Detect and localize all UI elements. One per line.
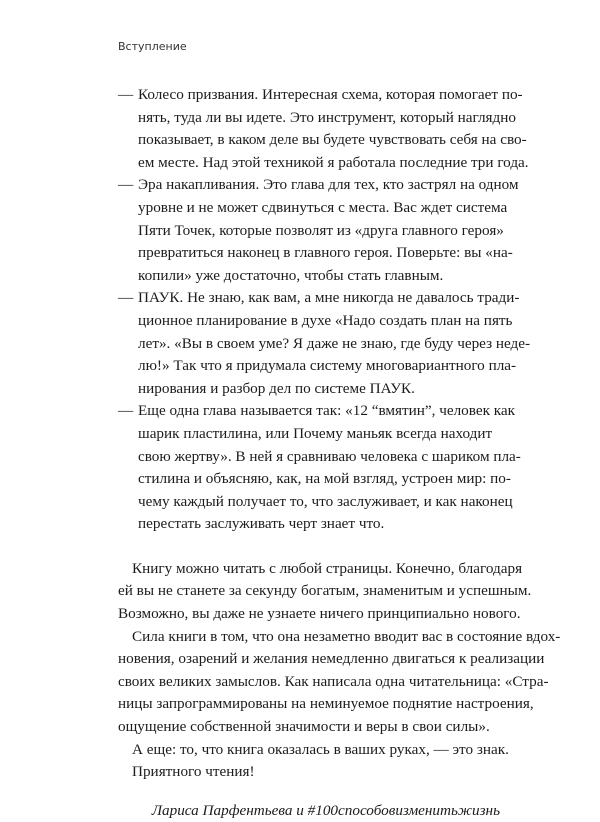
list-item	[118, 400, 521, 536]
text-line	[118, 242, 513, 265]
list-item	[118, 287, 531, 400]
line-text: лет». «Вы в своем уме? Я даже не знаю, где буду через неде-	[138, 334, 531, 352]
text-line	[118, 129, 527, 152]
paragraph	[118, 558, 532, 626]
list-dash: —	[118, 289, 134, 307]
line-text: Пяти Точек, которые позволят из «друга главного героя»	[138, 221, 504, 239]
line-text: превратиться наконец в главного героя. Поверьте: вы «на-	[138, 244, 513, 262]
text-line	[118, 174, 519, 197]
list-item	[118, 84, 529, 174]
text-line	[118, 220, 504, 243]
line-text: стилина и объясняю, как, на мой взгляд, устроен мир: по-	[138, 470, 511, 488]
text-line	[118, 197, 508, 220]
text-line	[118, 333, 531, 356]
list-dash: —	[118, 176, 134, 194]
text-line: своих великих замыслов. Как написала одна читательница: «Стра-	[118, 672, 549, 690]
section-gap	[118, 536, 500, 558]
line-text: Еще одна глава называется так: «12 “вмятин”, человек как	[138, 402, 516, 420]
text-line	[118, 287, 520, 310]
chapter-list	[118, 84, 531, 536]
line-text: свою жертву». В ней я сравниваю человека с шариком пла-	[138, 447, 521, 465]
text-line	[118, 84, 523, 107]
text-line: А еще: то, что книга оказалась в ваших руках, — это знак.	[132, 740, 509, 758]
signature: Лариса Парфентьева и #100способовизменитьжизнь	[151, 801, 500, 819]
text-line	[118, 355, 517, 378]
page-text	[118, 84, 561, 822]
line-text: нирования и разбор дел по системе ПАУК.	[138, 379, 415, 397]
text-line	[118, 446, 521, 469]
text-line: Приятного чтения!	[132, 763, 255, 781]
text-line	[118, 152, 529, 175]
line-text: уровне и не может сдвинуться с места. Вас ждет система	[138, 198, 508, 216]
line-text: ционное планирование в духе «Надо создать план на пять	[138, 311, 513, 329]
line-text: показывает, в каком деле вы будете чувствовать себя на сво-	[138, 131, 527, 149]
line-text: чему каждый получает то, что заслуживает, и как наконец	[138, 492, 513, 510]
line-text: Колесо призвания. Интересная схема, которая помогает по-	[138, 86, 523, 103]
text-line	[118, 310, 513, 333]
text-line: ницы запрограммированы на неминуемое поднятие настроения,	[118, 695, 534, 713]
text-line	[118, 491, 513, 514]
text-line: ощущение собственной значимости и веры в свои силы».	[118, 718, 490, 736]
line-text: ПАУК. Не знаю, как вам, а мне никогда не давалось тради-	[138, 289, 520, 307]
line-text: перестать заслуживать черт знает что.	[138, 515, 385, 533]
text-line: Возможно, вы даже не узнаете ничего принципиально нового.	[118, 605, 521, 623]
text-line	[118, 468, 511, 491]
text-line	[118, 513, 500, 536]
paragraph	[118, 761, 500, 784]
list-item	[118, 174, 519, 287]
text-line: новения, озарений и желания немедленно двигаться к реализации	[118, 650, 545, 668]
line-text: копили» уже достаточно, чтобы стать главным.	[138, 266, 444, 284]
text-line: Книгу можно читать с любой страницы. Конечно, благодаря	[132, 559, 523, 577]
line-text: Эра накапливания. Это глава для тех, кто застрял на одном	[138, 176, 519, 194]
text-line	[118, 107, 516, 130]
list-dash: —	[118, 86, 134, 103]
line-text: ем месте. Над этой техникой я работала последние три года.	[138, 153, 529, 171]
text-line: ей вы не станете за секунду богатым, знаменитым и успешным.	[118, 582, 532, 600]
line-text: нять, туда ли вы идете. Это инструмент, который наглядно	[138, 108, 516, 126]
text-line	[118, 265, 500, 288]
text-line	[118, 378, 500, 401]
line-text: шарик пластилина, или Почему маньяк всегда находит	[138, 424, 493, 442]
paragraph	[118, 626, 561, 739]
running-head: Вступление	[118, 40, 187, 53]
list-dash: —	[118, 402, 134, 420]
text-line: Сила книги в том, что она незаметно вводит вас в состояние вдох-	[132, 627, 561, 645]
line-text: лю!» Так что я придумала систему многовариантного пла-	[138, 357, 517, 375]
text-line	[118, 423, 500, 446]
text-line	[118, 400, 516, 423]
